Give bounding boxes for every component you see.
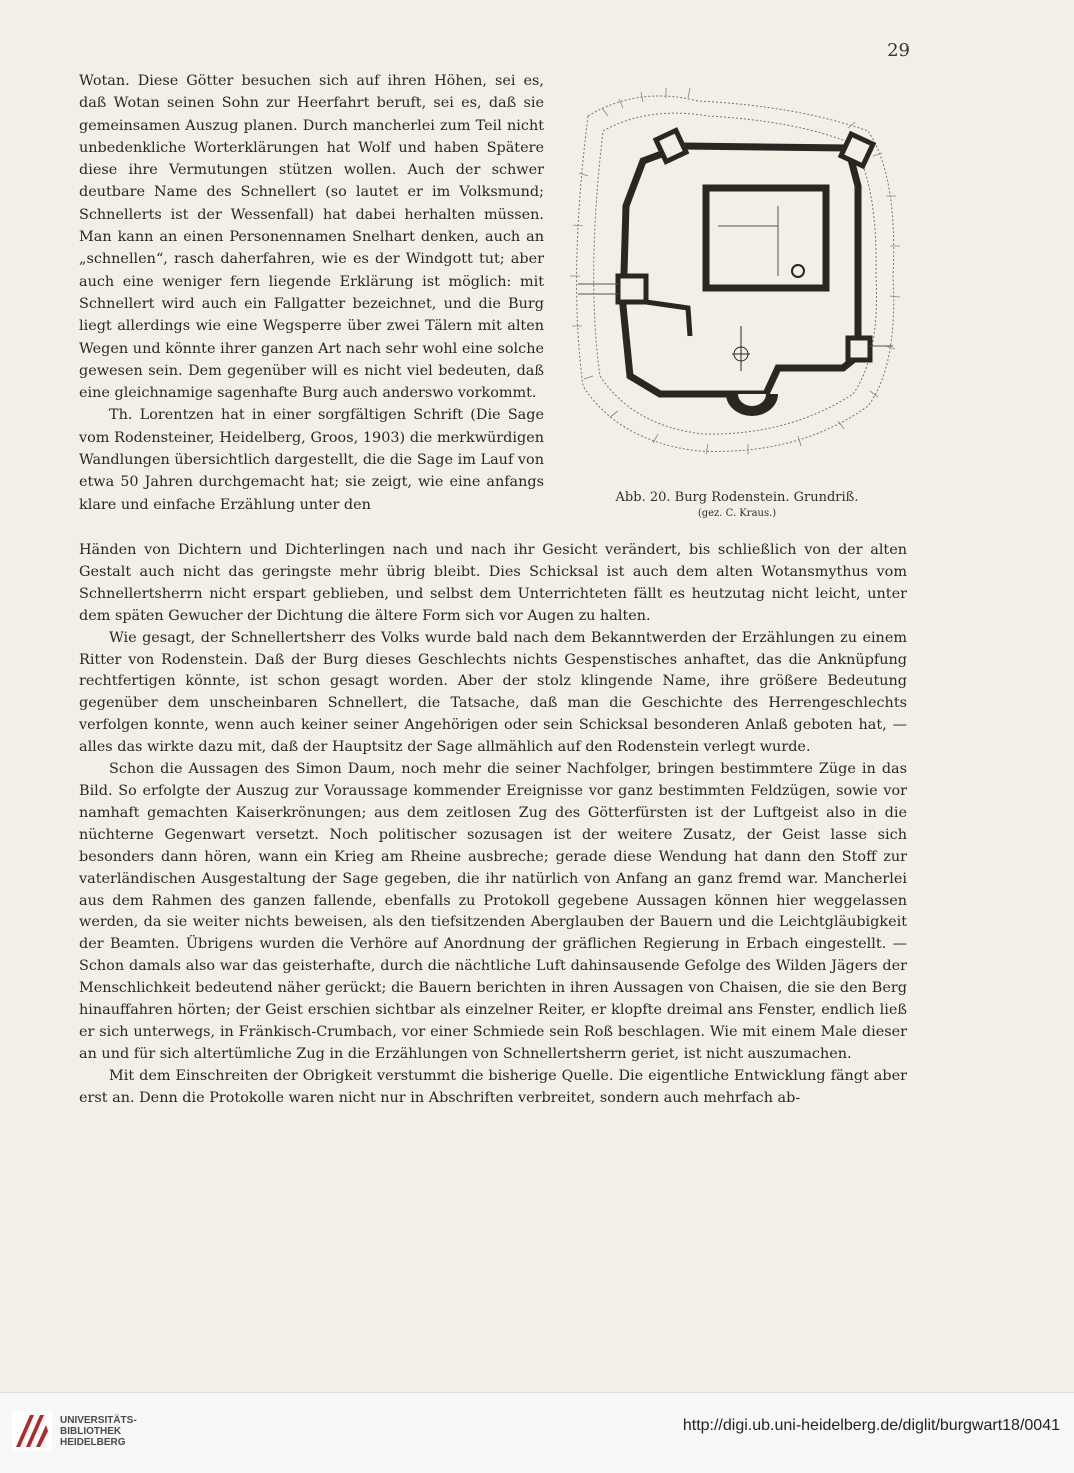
body-text xyxy=(79,540,907,1110)
library-name-line: BIBLIOTHEK xyxy=(60,1426,122,1437)
castle-floor-plan xyxy=(548,76,926,481)
university-logo-icon[interactable] xyxy=(12,1411,52,1451)
caption-credit: (gez. C. Kraus.) xyxy=(697,508,777,519)
paragraph: Mit dem Einschreiten der Obrigkeit verstummt die bisherige Quelle. Die eigentliche Entwicklung fängt aber erst an. Denn die Protokolle waren nicht nur in Abschriften verbreitet, sondern auch mehrfach ab- xyxy=(79,1067,907,1106)
floor-plan-figure xyxy=(548,76,926,519)
figure-caption xyxy=(548,490,926,519)
library-name-line: UNIVERSITÄTS- xyxy=(60,1415,137,1426)
paragraph: Th. Lorentzen hat in einer sorgfältigen Schrift (Die Sage vom Rodensteiner, Heidelberg, Groos, 1903) die merkwürdigen Wandlungen übersichtlich dargestellt, die die Sage im Lauf von etwa 50 Jahren durchgemacht hat; sie zeigt, wie eine anfangs klare und einfache Erzählung unter den xyxy=(79,407,544,513)
caption-title: Abb. 20. Burg Rodenstein. Grundriß. xyxy=(615,490,859,505)
library-name[interactable] xyxy=(60,1415,137,1448)
paragraph: Schon die Aussagen des Simon Daum, noch mehr die seiner Nachfolger, bringen bestimmtere Züge in das Bild. So erfolgte der Auszug zur Voraussage kommender Ereignisse vor ganz bestimmten Feldzügen, sowie vor namhaft gemachten Kaiserkrönungen; aus dem zeitlosen Zug des Götterfürsten ist der Luftgeist also in die nüchterne Gegenwart versetzt. Noch politischer sozusagen ist der weitere Zusatz, der Geist lasse sich besonders dann hören, wann ein Krieg am Rheine ausbreche; gerade diese Wendung hat dann den Stoff zur vaterländischen Ausgestaltung der Sage gegeben, die ihr natürlich von Anfang an ganz fremd war. Mancherlei aus dem Rahmen des ganzen fallende, ebenfalls zu Protokoll gegebene Aussagen können hier weggelassen werden, da sie weiter nichts beweisen, als den tiefsitzenden Aberglauben der Bauern und die Leichtgläubigkeit der Beamten. Übrigens wurden die Verhöre auf Anordnung der gräflichen Regierung in Erbach eingestellt. — Schon damals also war das geisterhafte, durch die nächtliche Luft dahinsausende Gefolge des Wilden Jägers der Menschlichkeit bedeutend näher gerückt; die Bauern berichten in ihren Aussagen von Chaisen, die sie den Berg hinauffahren hörten; der Geist erschien sichtbar als einzelner Reiter, er klopfte dreimal ans Fenster, endlich ließ er sich unterwegs, in Fränkisch-Crumbach, vor einer Schmiede sein Roß beschlagen. Wie mit einem Male dieser an und für sich altertümliche Zug in die Erzählungen von Schnellertsherrn geriet, ist nicht auszumachen. xyxy=(79,761,907,1062)
library-name-line: HEIDELBERG xyxy=(60,1437,126,1448)
page-number: 29 xyxy=(887,40,910,61)
paragraph: Wie gesagt, der Schnellertsherr des Volks wurde bald nach dem Bekanntwerden der Erzählungen zu einem Ritter von Rodenstein. Daß der Burg dieses Geschlechts nichts Gespenstisches anhaftet, das die Anknüpfung rechtfertigen könnte, ist schon gesagt worden. Aber der stolz klingende Name, ihre größere Bedeutung gegenüber dem unscheinbaren Schnellert, die Tatsache, daß man die Geschichte des Herrengeschlechts verfolgen konnte, wenn auch keiner seiner Angehörigen oder sein Schicksal besonderen Anlaß geboten hat, — alles das wirkte dazu mit, daß der Hauptsitz der Sage allmählich auf den Rodenstein verlegt wurde. xyxy=(79,629,907,756)
footer-bar xyxy=(0,1392,1074,1473)
permalink-url[interactable]: http://digi.ub.uni-heidelberg.de/diglit/burgwart18/0041 xyxy=(682,1417,1060,1434)
paragraph: Wotan. Diese Götter besuchen sich auf ihren Höhen, sei es, daß Wotan seinen Sohn zur Heerfahrt beruft, sei es, daß sie gemeinsamen Auszug planen. Durch mancherlei zum Teil nicht unbedenkliche Worterklärungen hat Wolf und haben Spätere diese ihre Vermutungen stützen wollen. Auch der schwer deutbare Name des Schnellert (so lautet er im Volksmund; Schnellerts ist der Wessenfall) hat dabei herhalten müssen. Man kann an einen Personennamen Snelhart denken, auch an „schnellen“, rasch daherfahren, wie es der Windgott tut; aber auch eine weniger fern liegende Erklärung ist möglich: mit Schnellert wird auch ein Fallgatter bezeichnet, und die Burg liegt allerdings wie eine Wegsperre über zwei Tälern mit alten Wegen und könnte ihrer ganzen Art nach sehr wohl eine solche gewesen sein. Dem gegenüber will es nicht viel bedeuten, daß eine gleichnamige sagenhafte Burg auch anderswo vorkommt. xyxy=(79,73,544,402)
column-text xyxy=(79,70,544,516)
paragraph: Händen von Dichtern und Dichterlingen nach und nach ihr Gesicht verändert, bis schließlich von der alten Gestalt auch nicht das geringste mehr übrig bleibt. Dies Schicksal ist auch dem alten Wotansmythus vom Schnellertsherrn nicht erspart geblieben, und selbst dem Unterrichteten fällt es heutzutag nicht leicht, unter dem späten Gewucher der Dichtung die ältere Form sich vor Augen zu halten. xyxy=(79,542,907,624)
